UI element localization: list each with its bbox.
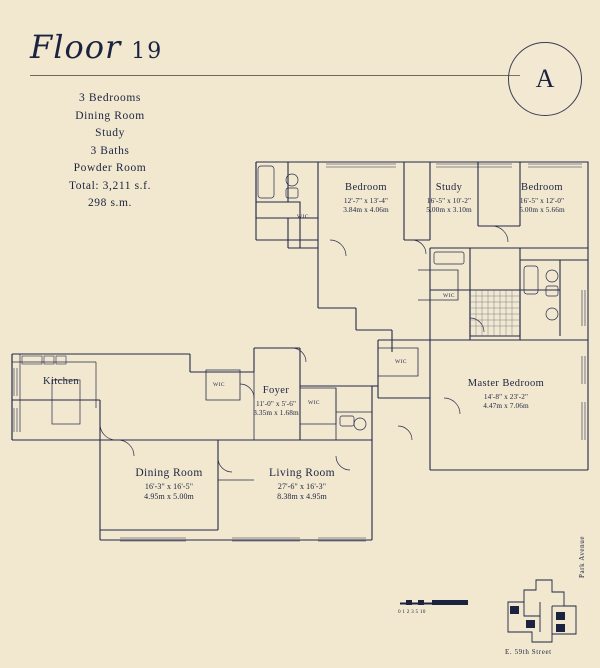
summary-line: Total: 3,211 s.f. — [68, 179, 152, 192]
room-label-foyer — [240, 385, 312, 418]
room-name: Study — [435, 182, 463, 193]
room-dim-ft: 16'-3" x 16'-5" — [144, 481, 194, 491]
room-label-kitchen — [28, 376, 94, 390]
room-dim-ft: 27'-6" x 16'-3" — [277, 481, 327, 491]
room-dim-ft: 12'-7" x 13'-4" — [343, 195, 389, 205]
summary-line: 298 s.m. — [87, 197, 133, 209]
closet-label-wic: WIC — [213, 382, 225, 388]
room-label-living-room — [246, 468, 358, 503]
page-title — [30, 28, 163, 66]
summary-line: Study — [95, 127, 125, 139]
room-name: Bedroom — [345, 182, 387, 193]
plan-letter-badge: A — [508, 42, 582, 116]
room-label-dining-room — [116, 468, 222, 503]
closet-label-wic: WIC — [395, 359, 407, 365]
closet-label-wic: WIC — [308, 400, 320, 406]
summary-line: 3 Bedrooms — [79, 92, 141, 104]
room-label-master-bedroom — [438, 378, 574, 411]
floor-number: 19 — [131, 39, 164, 64]
room-dim-m: 3.84m x 4.06m — [343, 205, 389, 214]
scale-bar-graphic — [400, 600, 468, 607]
room-label-bedroom-1 — [324, 182, 408, 215]
summary-line: 3 Baths — [90, 144, 130, 157]
room-name: Foyer — [262, 385, 290, 396]
summary-line: Dining Room — [75, 109, 145, 122]
room-dim-m: 4.47m x 7.06m — [483, 401, 529, 410]
room-dim-m: 4.95m x 5.00m — [144, 492, 194, 501]
keymap-street-horizontal: E. 59th Street — [505, 648, 552, 656]
room-name: Kitchen — [42, 376, 80, 387]
room-dim-ft: 14'-8" x 23'-2" — [483, 391, 529, 401]
closet-label-wic: WIC — [443, 293, 455, 299]
keymap-street-vertical: Park Avenue — [578, 535, 586, 578]
room-dim-m: 5.00m x 5.66m — [519, 205, 565, 214]
header-divider — [30, 75, 520, 76]
room-dim-ft: 11'-0" x 5'-6" — [255, 398, 297, 408]
room-label-bedroom-2 — [496, 182, 588, 215]
room-name: Dining Room — [135, 467, 203, 479]
room-name: Living Room — [268, 467, 336, 479]
room-dim-m: 3.35m x 1.68m — [253, 408, 299, 417]
room-dim-m: 8.38m x 4.95m — [277, 492, 327, 501]
room-dim-ft: 16'-5" x 12'-0" — [519, 195, 565, 205]
room-dim-m: 5.00m x 3.10m — [426, 205, 472, 214]
floor-word: Floor — [30, 28, 122, 66]
summary-line: Powder Room — [73, 162, 147, 174]
closet-label-wic: WIC — [297, 214, 309, 220]
room-name: Master Bedroom — [467, 378, 545, 389]
room-label-study — [412, 182, 486, 215]
room-dim-ft: 16'-5" x 10'-2" — [426, 195, 472, 205]
room-name: Bedroom — [521, 182, 563, 193]
scale-bar-numbers: 0 1 2 3 5 10 — [398, 609, 426, 615]
